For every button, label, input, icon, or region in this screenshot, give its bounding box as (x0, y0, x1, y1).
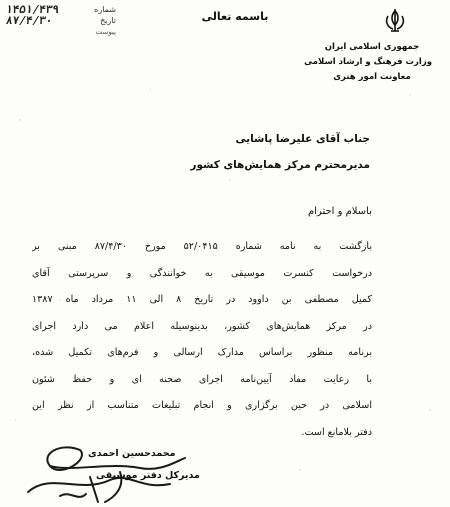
number-label: شماره (94, 5, 116, 14)
date-value: ۸۷/۴/۳۰ (5, 14, 54, 27)
body-line: درخواست کنسرت موسیقی به خوانندگی و سرپرستی آقای (32, 267, 372, 279)
body-line: اسلامی در حین برگزاری و انجام تبلیغات متناسب از نظر این (32, 400, 372, 411)
org-line-ministry: وزارت فرهنگ و ارشاد اسلامی (304, 57, 432, 67)
body-line: دفتر بلامانع است. (301, 426, 372, 438)
body-line: با رعایت مفاد آیین‌نامه اجرای صحنه ای و حفظ شئون (32, 373, 372, 385)
signatory-name: محمدحسین احمدی (88, 448, 176, 459)
date-row (6, 15, 116, 26)
addressee-block (190, 126, 370, 178)
body-line: در مرکز همایش‌های کشور، بدینوسیله اعلام می دارد اجرای (32, 320, 372, 332)
letter-body (32, 234, 372, 446)
attachment-label: پیوست (95, 28, 116, 36)
addressee-name: جناب آقای علیرضا پاشایی (235, 133, 370, 145)
signatory-title: مدیرکل دفتر موسیقی (96, 470, 200, 481)
motto-text: باسمه تعالی (201, 10, 269, 23)
organization-header (304, 40, 432, 85)
body-line: کمیل مصطفی بن داوود در تاریخ ۸ الی ۱۱ مرداد ماه ۱۳۸۷ (32, 294, 372, 305)
org-line-department: معاونت امور هنری (333, 72, 411, 82)
addressee-title: مدیرمحترم مرکز همایش‌های کشور (190, 159, 370, 171)
body-line: بازگشت به نامه شماره ۵۲/۰۴۱۵ مورخ ۸۷/۴/۳۰ مبنی بر (32, 241, 372, 252)
date-label: تاریخ (100, 16, 116, 25)
number-value: ۱۴۵۱/۴۳۹ (5, 3, 60, 16)
org-line-country: جمهوری اسلامی ایران (324, 42, 420, 52)
letter-meta (6, 4, 116, 38)
body-line: برنامه منظور براساس مدارک ارسالی و فرم‌های تکمیل شده، (32, 347, 372, 358)
salutation: باسلام و احترام (307, 206, 372, 217)
